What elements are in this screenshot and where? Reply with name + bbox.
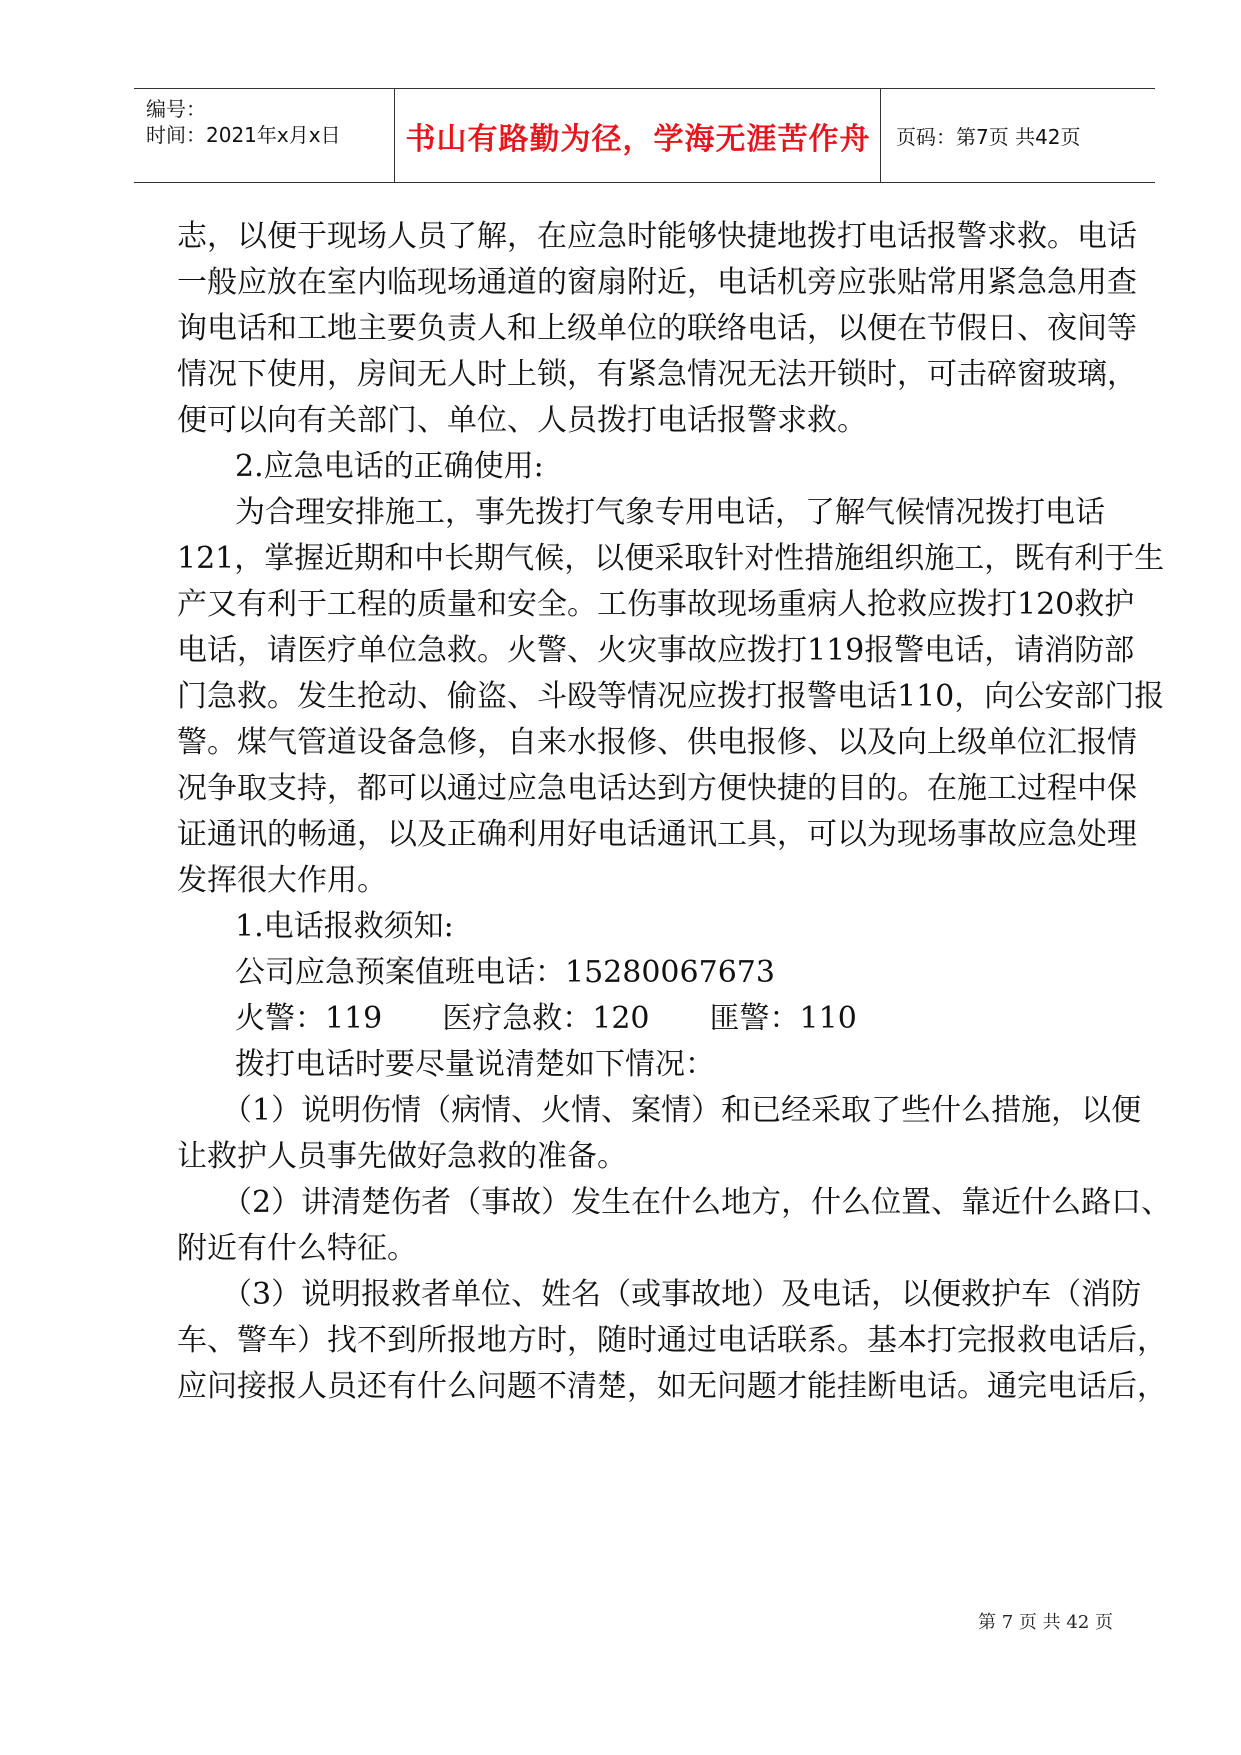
body-line: 产又有利于工程的质量和安全。工伤事故现场重病人抢救应拨打120救护 — [177, 587, 1135, 622]
body-line: 情况下使用，房间无人时上锁，有紧急情况无法开锁时，可击碎窗玻璃， — [177, 357, 1137, 392]
body-line: 车、警车）找不到所报地方时，随时通过电话联系。基本打完报救电话后， — [177, 1323, 1167, 1358]
body-line: 警。煤气管道设备急修，自来水报修、供电报修、以及向上级单位汇报情 — [177, 725, 1137, 760]
body-line: 应问接报人员还有什么问题不清楚，如无问题才能挂断电话。通完电话后， — [177, 1369, 1167, 1404]
body-line: 让救护人员事先做好急救的准备。 — [177, 1139, 627, 1174]
header-motto: 书山有路勤为径，学海无涯苦作舟 — [405, 121, 871, 157]
body-line: 电话，请医疗单位急救。火警、火灾事故应拨打119报警电话，请消防部 — [177, 633, 1135, 668]
body-line: 证通讯的畅通，以及正确利用好电话通讯工具，可以为现场事故应急处理 — [177, 817, 1137, 852]
body-line: 便可以向有关部门、单位、人员拨打电话报警求救。 — [177, 403, 867, 438]
header-page-number: 页码：第7页 共42页 — [896, 125, 1081, 149]
section-heading: 2.应急电话的正确使用: — [235, 449, 544, 484]
emergency-numbers-line: 火警：119 医疗急救：120 匪警：110 — [235, 1001, 857, 1036]
page-footer: 第 7 页 共 42 页 — [978, 1612, 1113, 1633]
body-line: 一般应放在室内临现场通道的窗扇附近，电话机旁应张贴常用紧急急用查 — [177, 265, 1137, 300]
body-line: 121，掌握近期和中长期气候，以便采取针对性措施组织施工，既有利于生 — [177, 541, 1165, 576]
header-meta — [134, 89, 395, 182]
header-page-info — [882, 89, 1155, 182]
body-line: 附近有什么特征。 — [177, 1231, 417, 1266]
list-item: （2）讲清楚伤者（事故）发生在什么地方，什么位置、靠近什么路口、 — [222, 1185, 1172, 1220]
list-item: （1）说明伤情（病情、火情、案情）和已经采取了些什么措施，以便 — [222, 1093, 1142, 1128]
body-line: 况争取支持，都可以通过应急电话达到方便快捷的目的。在施工过程中保 — [177, 771, 1137, 806]
body-line: 门急救。发生抢动、偷盗、斗殴等情况应拨打报警电话110，向公安部门报 — [177, 679, 1165, 714]
document-time-label: 时间：2021年x月x日 — [146, 123, 341, 147]
document-number-label: 编号： — [146, 97, 206, 121]
section-heading: 1.电话报救须知: — [235, 909, 454, 944]
page-header — [134, 88, 1155, 183]
list-item: （3）说明报救者单位、姓名（或事故地）及电话，以便救护车（消防 — [222, 1277, 1142, 1312]
body-line: 拨打电话时要尽量说清楚如下情况： — [235, 1047, 715, 1082]
body-line: 为合理安排施工，事先拨打气象专用电话，了解气候情况拨打电话 — [235, 495, 1105, 530]
body-line: 发挥很大作用。 — [177, 863, 387, 898]
body-line: 询电话和工地主要负责人和上级单位的联络电话，以便在节假日、夜间等 — [177, 311, 1137, 346]
body-line: 志，以便于现场人员了解，在应急时能够快捷地拨打电话报警求救。电话 — [177, 219, 1137, 254]
duty-phone-line: 公司应急预案值班电话：15280067673 — [235, 955, 775, 990]
header-motto-cell — [396, 89, 881, 182]
